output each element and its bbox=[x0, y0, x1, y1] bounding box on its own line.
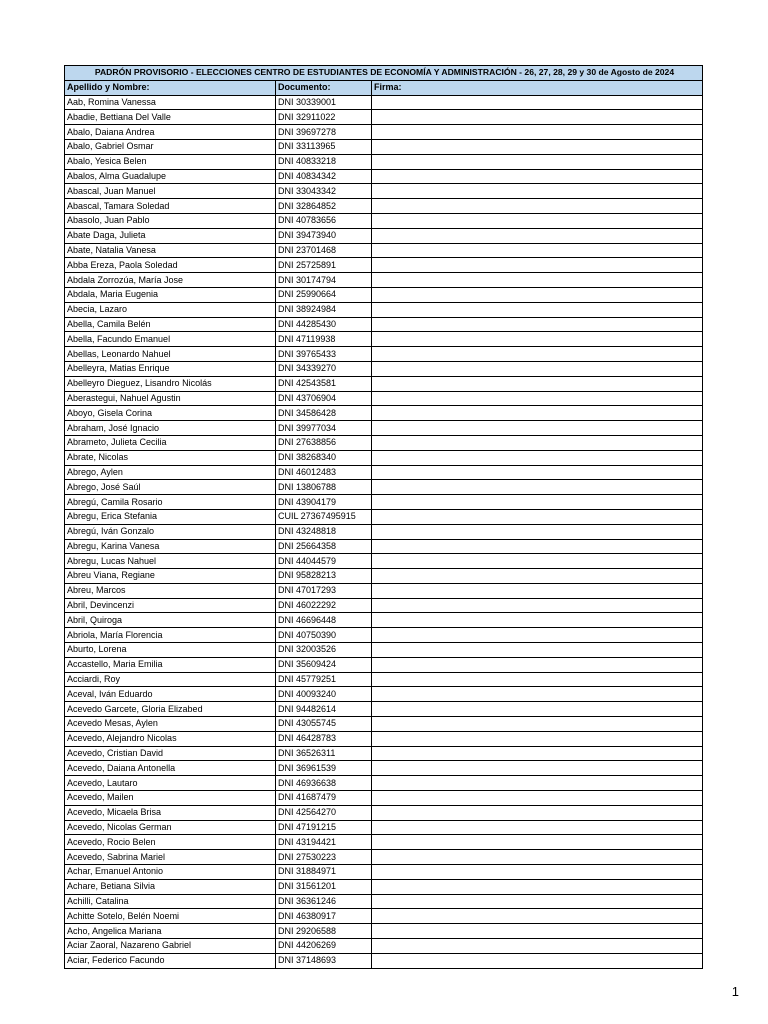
signature-cell bbox=[372, 347, 703, 362]
signature-cell bbox=[372, 495, 703, 510]
table-row bbox=[65, 539, 703, 554]
voter-document-cell: DNI 32911022 bbox=[276, 110, 372, 125]
title-row bbox=[65, 66, 703, 81]
table-row bbox=[65, 421, 703, 436]
voter-name-cell: Aburto, Lorena bbox=[65, 643, 276, 658]
voter-name-cell: Acevedo, Micaela Brisa bbox=[65, 805, 276, 820]
table-row bbox=[65, 95, 703, 110]
voter-document-cell: DNI 30339001 bbox=[276, 95, 372, 110]
voter-name-cell: Abascal, Juan Manuel bbox=[65, 184, 276, 199]
voter-document-cell: DNI 36526311 bbox=[276, 746, 372, 761]
voter-name-cell: Abascal, Tamara Soledad bbox=[65, 199, 276, 214]
signature-cell bbox=[372, 273, 703, 288]
voter-name-cell: Achar, Emanuel Antonio bbox=[65, 865, 276, 880]
voter-document-cell: DNI 37148693 bbox=[276, 953, 372, 968]
signature-cell bbox=[372, 894, 703, 909]
table-row bbox=[65, 554, 703, 569]
table-row bbox=[65, 258, 703, 273]
signature-cell bbox=[372, 361, 703, 376]
voter-name-cell: Abrameto, Julieta Cecilia bbox=[65, 435, 276, 450]
table-row bbox=[65, 894, 703, 909]
signature-cell bbox=[372, 509, 703, 524]
table-row bbox=[65, 302, 703, 317]
table-row bbox=[65, 628, 703, 643]
table-row bbox=[65, 524, 703, 539]
signature-cell bbox=[372, 228, 703, 243]
table-row bbox=[65, 332, 703, 347]
signature-cell bbox=[372, 939, 703, 954]
signature-cell bbox=[372, 761, 703, 776]
column-header-name: Apellido y Nombre: bbox=[65, 80, 276, 95]
voter-document-cell: DNI 43248818 bbox=[276, 524, 372, 539]
voter-name-cell: Abriola, María Florencia bbox=[65, 628, 276, 643]
voter-name-cell: Acevedo, Sabrina Mariel bbox=[65, 850, 276, 865]
table-row bbox=[65, 776, 703, 791]
document-title: PADRÓN PROVISORIO - ELECCIONES CENTRO DE ESTUDIANTES DE ECONOMÍA Y ADMINISTRACIÓN - 26, 27, 28, 29 y 30 de Agosto de 2024 bbox=[65, 66, 703, 81]
signature-cell bbox=[372, 909, 703, 924]
signature-cell bbox=[372, 643, 703, 658]
voter-name-cell: Achilli, Catalina bbox=[65, 894, 276, 909]
signature-cell bbox=[372, 879, 703, 894]
voter-name-cell: Abate, Natalia Vanesa bbox=[65, 243, 276, 258]
voter-name-cell: Acevedo Garcete, Gloria Elizabed bbox=[65, 702, 276, 717]
voter-document-cell: DNI 40093240 bbox=[276, 687, 372, 702]
signature-cell bbox=[372, 554, 703, 569]
signature-cell bbox=[372, 820, 703, 835]
voter-name-cell: Abella, Camila Belén bbox=[65, 317, 276, 332]
table-row bbox=[65, 243, 703, 258]
signature-cell bbox=[372, 199, 703, 214]
table-row bbox=[65, 465, 703, 480]
voter-name-cell: Abrego, José Saúl bbox=[65, 480, 276, 495]
voter-document-cell: DNI 46428783 bbox=[276, 731, 372, 746]
table-row bbox=[65, 687, 703, 702]
voter-document-cell: DNI 32003526 bbox=[276, 643, 372, 658]
table-row bbox=[65, 391, 703, 406]
signature-cell bbox=[372, 317, 703, 332]
table-row bbox=[65, 924, 703, 939]
table-row bbox=[65, 361, 703, 376]
voter-name-cell: Aab, Romina Vanessa bbox=[65, 95, 276, 110]
voter-document-cell: DNI 30174794 bbox=[276, 273, 372, 288]
voter-name-cell: Abreu, Marcos bbox=[65, 583, 276, 598]
table-row bbox=[65, 657, 703, 672]
voter-document-cell: DNI 35609424 bbox=[276, 657, 372, 672]
table-row bbox=[65, 791, 703, 806]
voter-name-cell: Acevedo, Mailen bbox=[65, 791, 276, 806]
voter-name-cell: Acevedo, Daiana Antonella bbox=[65, 761, 276, 776]
table-row bbox=[65, 273, 703, 288]
voter-name-cell: Acevedo, Lautaro bbox=[65, 776, 276, 791]
signature-cell bbox=[372, 746, 703, 761]
signature-cell bbox=[372, 731, 703, 746]
table-row bbox=[65, 347, 703, 362]
signature-cell bbox=[372, 421, 703, 436]
table-row bbox=[65, 509, 703, 524]
voter-name-cell: Abraham, José Ignacio bbox=[65, 421, 276, 436]
signature-cell bbox=[372, 376, 703, 391]
signature-cell bbox=[372, 406, 703, 421]
voter-name-cell: Abregu, Lucas Nahuel bbox=[65, 554, 276, 569]
voter-name-cell: Abellas, Leonardo Nahuel bbox=[65, 347, 276, 362]
signature-cell bbox=[372, 287, 703, 302]
voter-name-cell: Abelleyra, Matias Enrique bbox=[65, 361, 276, 376]
voter-name-cell: Abba Ereza, Paola Soledad bbox=[65, 258, 276, 273]
voter-document-cell: DNI 40750390 bbox=[276, 628, 372, 643]
signature-cell bbox=[372, 139, 703, 154]
voter-name-cell: Achitte Sotelo, Belén Noemi bbox=[65, 909, 276, 924]
voter-document-cell: DNI 40833218 bbox=[276, 154, 372, 169]
voter-name-cell: Acevedo, Cristian David bbox=[65, 746, 276, 761]
signature-cell bbox=[372, 687, 703, 702]
table-row bbox=[65, 672, 703, 687]
voter-document-cell: DNI 46936638 bbox=[276, 776, 372, 791]
table-row bbox=[65, 879, 703, 894]
table-row bbox=[65, 835, 703, 850]
voter-document-cell: DNI 27530223 bbox=[276, 850, 372, 865]
voter-document-cell: DNI 34339270 bbox=[276, 361, 372, 376]
voter-document-cell: DNI 45779251 bbox=[276, 672, 372, 687]
voter-document-cell: DNI 43194421 bbox=[276, 835, 372, 850]
voter-document-cell: DNI 42543581 bbox=[276, 376, 372, 391]
voter-document-cell: DNI 39473940 bbox=[276, 228, 372, 243]
signature-cell bbox=[372, 169, 703, 184]
voter-document-cell: DNI 46380917 bbox=[276, 909, 372, 924]
voter-document-cell: DNI 46022292 bbox=[276, 598, 372, 613]
voter-document-cell: DNI 39765433 bbox=[276, 347, 372, 362]
table-row bbox=[65, 702, 703, 717]
voter-name-cell: Aciar, Federico Facundo bbox=[65, 953, 276, 968]
signature-cell bbox=[372, 791, 703, 806]
voter-name-cell: Abalo, Gabriel Osmar bbox=[65, 139, 276, 154]
voter-name-cell: Abalo, Yesica Belen bbox=[65, 154, 276, 169]
column-header-signature: Firma: bbox=[372, 80, 703, 95]
voter-name-cell: Abrego, Aylen bbox=[65, 465, 276, 480]
voter-document-cell: DNI 36961539 bbox=[276, 761, 372, 776]
voter-document-cell: DNI 25725891 bbox=[276, 258, 372, 273]
table-row bbox=[65, 125, 703, 140]
signature-cell bbox=[372, 539, 703, 554]
signature-cell bbox=[372, 391, 703, 406]
voter-document-cell: DNI 40834342 bbox=[276, 169, 372, 184]
table-row bbox=[65, 139, 703, 154]
table-row bbox=[65, 820, 703, 835]
signature-cell bbox=[372, 835, 703, 850]
voter-document-cell: DNI 31561201 bbox=[276, 879, 372, 894]
column-header-row bbox=[65, 80, 703, 95]
column-header-document: Documento: bbox=[276, 80, 372, 95]
signature-cell bbox=[372, 953, 703, 968]
voter-name-cell: Achare, Betiana Silvia bbox=[65, 879, 276, 894]
voter-document-cell: DNI 41687479 bbox=[276, 791, 372, 806]
table-row bbox=[65, 746, 703, 761]
table-row bbox=[65, 717, 703, 732]
signature-cell bbox=[372, 465, 703, 480]
voter-document-cell: DNI 33113965 bbox=[276, 139, 372, 154]
voter-name-cell: Abregú, Camila Rosario bbox=[65, 495, 276, 510]
voter-document-cell: DNI 25664358 bbox=[276, 539, 372, 554]
voter-document-cell: DNI 44206269 bbox=[276, 939, 372, 954]
signature-cell bbox=[372, 583, 703, 598]
voter-document-cell: DNI 39977034 bbox=[276, 421, 372, 436]
signature-cell bbox=[372, 569, 703, 584]
voter-rows bbox=[65, 95, 703, 968]
voter-name-cell: Acho, Angelica Mariana bbox=[65, 924, 276, 939]
table-row bbox=[65, 909, 703, 924]
page-number: 1 bbox=[731, 984, 739, 999]
voter-name-cell: Abril, Devincenzi bbox=[65, 598, 276, 613]
table-row bbox=[65, 865, 703, 880]
voter-name-cell: Abadie, Bettiana Del Valle bbox=[65, 110, 276, 125]
signature-cell bbox=[372, 628, 703, 643]
table-row bbox=[65, 110, 703, 125]
voter-document-cell: DNI 32864852 bbox=[276, 199, 372, 214]
table-row bbox=[65, 761, 703, 776]
voter-name-cell: Abecia, Lazaro bbox=[65, 302, 276, 317]
voter-name-cell: Acevedo Mesas, Aylen bbox=[65, 717, 276, 732]
table-row bbox=[65, 939, 703, 954]
signature-cell bbox=[372, 805, 703, 820]
table-row bbox=[65, 850, 703, 865]
voter-name-cell: Acevedo, Nicolas German bbox=[65, 820, 276, 835]
voter-document-cell: CUIL 27367495915 bbox=[276, 509, 372, 524]
table-row bbox=[65, 583, 703, 598]
voter-document-cell: DNI 29206588 bbox=[276, 924, 372, 939]
signature-cell bbox=[372, 702, 703, 717]
table-row bbox=[65, 228, 703, 243]
voter-name-cell: Abregu, Karina Vanesa bbox=[65, 539, 276, 554]
table-row bbox=[65, 199, 703, 214]
voter-document-cell: DNI 47191215 bbox=[276, 820, 372, 835]
table-row bbox=[65, 643, 703, 658]
table-row bbox=[65, 613, 703, 628]
voter-document-cell: DNI 47017293 bbox=[276, 583, 372, 598]
signature-cell bbox=[372, 302, 703, 317]
signature-cell bbox=[372, 110, 703, 125]
table-row bbox=[65, 450, 703, 465]
signature-cell bbox=[372, 258, 703, 273]
signature-cell bbox=[372, 332, 703, 347]
table-row bbox=[65, 569, 703, 584]
voter-document-cell: DNI 44044579 bbox=[276, 554, 372, 569]
voter-name-cell: Acciardi, Roy bbox=[65, 672, 276, 687]
signature-cell bbox=[372, 657, 703, 672]
signature-cell bbox=[372, 154, 703, 169]
signature-cell bbox=[372, 717, 703, 732]
voter-name-cell: Abella, Facundo Emanuel bbox=[65, 332, 276, 347]
voter-document-cell: DNI 46012483 bbox=[276, 465, 372, 480]
voter-name-cell: Abate Daga, Julieta bbox=[65, 228, 276, 243]
signature-cell bbox=[372, 125, 703, 140]
voter-document-cell: DNI 94482614 bbox=[276, 702, 372, 717]
signature-cell bbox=[372, 243, 703, 258]
voter-name-cell: Abalos, Alma Guadalupe bbox=[65, 169, 276, 184]
voter-document-cell: DNI 39697278 bbox=[276, 125, 372, 140]
voter-document-cell: DNI 43055745 bbox=[276, 717, 372, 732]
voter-name-cell: Abril, Quiroga bbox=[65, 613, 276, 628]
voter-name-cell: Abalo, Daiana Andrea bbox=[65, 125, 276, 140]
voter-document-cell: DNI 40783656 bbox=[276, 213, 372, 228]
table-row bbox=[65, 805, 703, 820]
voter-document-cell: DNI 33043342 bbox=[276, 184, 372, 199]
voter-name-cell: Aboyo, Gisela Corina bbox=[65, 406, 276, 421]
voter-name-cell: Abelleyro Dieguez, Lisandro Nicolás bbox=[65, 376, 276, 391]
voter-document-cell: DNI 34586428 bbox=[276, 406, 372, 421]
voter-document-cell: DNI 47119938 bbox=[276, 332, 372, 347]
voter-name-cell: Abdala Zorrozúa, María Jose bbox=[65, 273, 276, 288]
signature-cell bbox=[372, 850, 703, 865]
signature-cell bbox=[372, 184, 703, 199]
table-row bbox=[65, 213, 703, 228]
table-row bbox=[65, 953, 703, 968]
voter-document-cell: DNI 38924984 bbox=[276, 302, 372, 317]
signature-cell bbox=[372, 450, 703, 465]
voter-name-cell: Abreu Viana, Regiane bbox=[65, 569, 276, 584]
voter-name-cell: Abrate, Nicolas bbox=[65, 450, 276, 465]
voter-document-cell: DNI 27638856 bbox=[276, 435, 372, 450]
signature-cell bbox=[372, 776, 703, 791]
table-row bbox=[65, 154, 703, 169]
signature-cell bbox=[372, 480, 703, 495]
table-row bbox=[65, 406, 703, 421]
voter-name-cell: Abregú, Iván Gonzalo bbox=[65, 524, 276, 539]
table-row bbox=[65, 480, 703, 495]
voter-document-cell: DNI 31884971 bbox=[276, 865, 372, 880]
signature-cell bbox=[372, 613, 703, 628]
signature-cell bbox=[372, 524, 703, 539]
voter-document-cell: DNI 36361246 bbox=[276, 894, 372, 909]
voter-name-cell: Abasolo, Juan Pablo bbox=[65, 213, 276, 228]
signature-cell bbox=[372, 95, 703, 110]
voter-name-cell: Acevedo, Alejandro Nicolas bbox=[65, 731, 276, 746]
voter-document-cell: DNI 44285430 bbox=[276, 317, 372, 332]
signature-cell bbox=[372, 672, 703, 687]
voter-document-cell: DNI 46696448 bbox=[276, 613, 372, 628]
voter-name-cell: Aceval, Iván Eduardo bbox=[65, 687, 276, 702]
table-row bbox=[65, 317, 703, 332]
signature-cell bbox=[372, 435, 703, 450]
table-row bbox=[65, 731, 703, 746]
voter-name-cell: Acevedo, Rocio Belen bbox=[65, 835, 276, 850]
table-row bbox=[65, 495, 703, 510]
voter-name-cell: Aberastegui, Nahuel Agustin bbox=[65, 391, 276, 406]
voter-document-cell: DNI 95828213 bbox=[276, 569, 372, 584]
voter-document-cell: DNI 42564270 bbox=[276, 805, 372, 820]
signature-cell bbox=[372, 865, 703, 880]
table-row bbox=[65, 287, 703, 302]
table-row bbox=[65, 598, 703, 613]
voter-document-cell: DNI 25990664 bbox=[276, 287, 372, 302]
voter-name-cell: Abregu, Erica Stefania bbox=[65, 509, 276, 524]
signature-cell bbox=[372, 598, 703, 613]
table-row bbox=[65, 435, 703, 450]
voter-name-cell: Abdala, Maria Eugenia bbox=[65, 287, 276, 302]
table-row bbox=[65, 184, 703, 199]
signature-cell bbox=[372, 924, 703, 939]
voter-document-cell: DNI 43706904 bbox=[276, 391, 372, 406]
table-row bbox=[65, 169, 703, 184]
voter-document-cell: DNI 38268340 bbox=[276, 450, 372, 465]
voter-name-cell: Accastello, Maria Emilia bbox=[65, 657, 276, 672]
table-row bbox=[65, 376, 703, 391]
voter-roll-table bbox=[64, 65, 703, 969]
voter-name-cell: Aciar Zaoral, Nazareno Gabriel bbox=[65, 939, 276, 954]
voter-document-cell: DNI 43904179 bbox=[276, 495, 372, 510]
voter-document-cell: DNI 23701468 bbox=[276, 243, 372, 258]
signature-cell bbox=[372, 213, 703, 228]
voter-document-cell: DNI 13806788 bbox=[276, 480, 372, 495]
